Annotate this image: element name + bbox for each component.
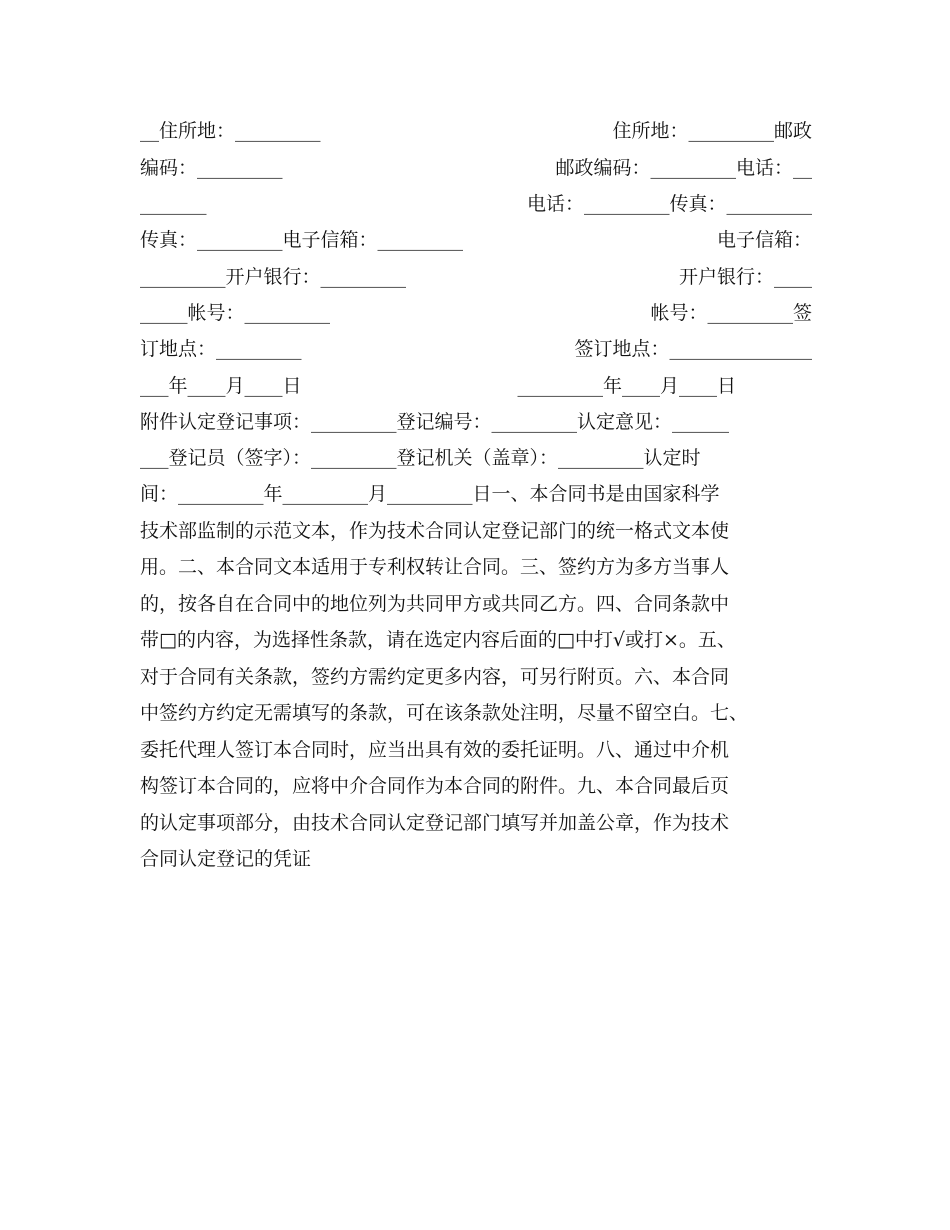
- row-left-text: 编码：_________: [140, 157, 283, 179]
- paragraph-line: 构签订本合同的，应将中介合同作为本合同的附件。九、本合同最后页: [140, 775, 730, 797]
- paragraph-line: 用。二、本合同文本适用于专利权转让合同。三、签约方为多方当事人: [140, 556, 730, 578]
- row-right-text: 签订地点：_______________: [574, 338, 812, 360]
- form-row: [140, 404, 812, 440]
- row-left-text: _____帐号：_________: [140, 302, 331, 324]
- row-left-text: __住所地：_________: [140, 120, 321, 142]
- row-left-text: 订地点：_________: [140, 338, 302, 360]
- row-right-text: 开户银行：____: [678, 266, 812, 288]
- form-row: [140, 440, 812, 476]
- row-left-text: ___登记员（签字）：_________登记机关（盖章）：_________认定时: [140, 447, 701, 469]
- form-row: [140, 186, 812, 222]
- row-left-text: ___年____月____日: [140, 375, 302, 397]
- paragraph-line: 中签约方约定无需填写的条款，可在该条款处注明，尽量不留空白。七、: [140, 702, 749, 724]
- row-left-text: _________开户银行：_________: [140, 266, 407, 288]
- form-row: [140, 295, 812, 331]
- row-right-text: 电话：_________传真：_________: [526, 193, 812, 215]
- form-row: [140, 368, 812, 404]
- row-right-text: 邮政编码：_________电话：__: [555, 157, 812, 179]
- paragraph-line: 对于合同有关条款，签约方需约定更多内容，可另行附页。六、本合同: [140, 665, 730, 688]
- row-right-text: 住所地：_________邮政: [612, 120, 812, 142]
- paragraph-line: 技术部监制的示范文本，作为技术合同认定登记部门的统一格式文本使: [140, 519, 730, 542]
- notes-paragraph: [140, 476, 812, 878]
- form-row: [140, 222, 812, 258]
- row-left-text: 传真：_________电子信箱：_________: [140, 229, 464, 251]
- row-left-text: _______: [140, 193, 207, 215]
- row-right-text: _________年____月____日: [517, 375, 736, 397]
- paragraph-line: 间：_________年_________月_________日一、本合同书是由国家科学: [140, 483, 720, 505]
- paragraph-line: 的，按各自在合同中的地位列为共同甲方或共同乙方。四、合同条款中: [140, 592, 730, 615]
- paragraph-line: 的认定事项部分，由技术合同认定登记部门填写并加盖公章，作为技术: [140, 811, 730, 834]
- row-right-text: 帐号：_________签: [650, 302, 812, 324]
- paragraph-line: 带□的内容，为选择性条款，请在选定内容后面的□中打√或打×。五、: [140, 629, 736, 651]
- form-row: [140, 150, 812, 186]
- row-left-text: 附件认定登记事项：_________登记编号：_________认定意见：______: [140, 411, 730, 433]
- form-row: [140, 113, 812, 149]
- form-row: [140, 331, 812, 367]
- row-right-text: 电子信箱：: [716, 229, 812, 251]
- form-row: [140, 259, 812, 295]
- paragraph-line: 合同认定登记的凭证: [140, 848, 312, 870]
- paragraph-line: 委托代理人签订本合同时，应当出具有效的委托证明。八、通过中介机: [140, 738, 730, 761]
